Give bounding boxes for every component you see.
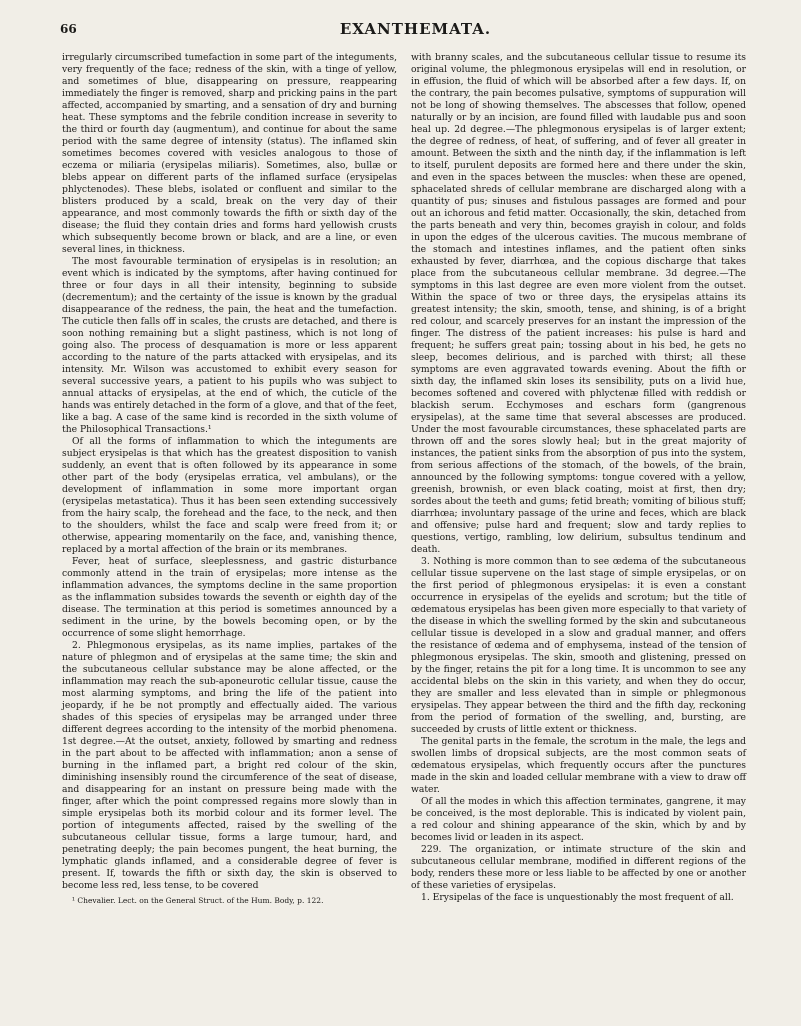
paragraph: irregularly circumscribed tumefaction in some part of the integuments, very frequently of the face; redness of the skin, with a tinge of yellow, and sometimes of blue, disappearing on pressure, reappearing immediately the finger is removed, sharp and pricking pains in the part affected, accompanied by smarting, and a sensation of dry and burning heat. These symptoms and the febrile condition increase in severity to the third or fourth day (augmentum), and continue for about the same period with the same degree of intensity (status). The inflamed skin sometimes becomes covered with vesicles analogous to those of eczema or miliaria (erysipelas miliaris). Sometimes, also, bullæ or blebs appear on different parts of the inflamed surface (erysipelas phlyctenodes). These blebs, isolated or confluent and similar to the blisters produced by a scald, break on the very day of their appearance, and most commonly towards the fifth or sixth day of the disease; the fluid they contain dries and forms hard yellowish crusts which subsequently become brown or black, and are a line, or even several lines, in thickness.	[62, 52, 397, 255]
paragraph: 1. Erysipelas of the face is unquestionably the most frequent of all.	[421, 892, 734, 903]
page-header	[60, 20, 771, 42]
footnote: ¹ Chevalier. Lect. on the General Struct. of the Hum. Body, p. 122.	[72, 896, 324, 905]
paragraph: Fever, heat of surface, sleeplessness, and gastric disturbance commonly attend in the train of erysipelas; more intense as the inflammation advances, the symptoms decline in the same proportion as the inflammation subsides towards the seventh or eighth day of the disease. The termination at this period is sometimes announced by a sediment in the urine, by the bowels becoming open, or by the occurrence of some slight hemorrhage.	[62, 556, 397, 639]
paragraph: The genital parts in the female, the scrotum in the male, the legs and swollen limbs of dropsical subjects, are the most common seats of œdematous erysipelas, which frequently occurs after the punctures made in the skin and loaded cellular membrane with a view to draw off water.	[411, 736, 746, 795]
paragraph: Of all the modes in which this affection terminates, gangrene, it may be conceived, is the most deplorable. This is indicated by violent pain, a red colour and shining appearance of the skin, which by and by becomes livid or leaden in its aspect.	[411, 796, 746, 843]
page-number: 66	[60, 22, 77, 36]
running-title: EXANTHEMATA.	[339, 20, 492, 38]
paragraph: The most favourable termination of erysipelas is in resolution; an event which is indicated by the symptoms, after having continued for three or four days in all their intensity, beginning to subside (decrementum); and the certainty of the issue is known by the gradual disappearance of the redness, the pain, the heat and the tumefaction. The cuticle then falls off in scales, the crusts are detached, and there is soon nothing remaining but a slight pastiness, which is not long of going also. The process of desquamation is more or less apparent according to the nature of the parts attacked with erysipelas, and its intensity. Mr. Wilson was accustomed to exhibit every season for several successive years, a patient to his pupils who was subject to annual attacks of erysipelas, at the end of which, the cuticle of the hands was entirely detached in the form of a glove, and that of the feet, like a bag. A case of the same kind is recorded in the sixth volume of the Philosophical Transactions.¹	[62, 256, 397, 435]
paragraph: 3. Nothing is more common than to see œdema of the subcutaneous cellular tissue supervene on the last stage of simple erysipelas, or on the first period of phlegmonous erysipelas: it is even a constant occurrence in erysipelas of the eyelids and scrotum; but the title of œdematous erysipelas has been given more especially to that variety of the disease in which the swelling formed by the skin and subcutaneous cellular tissue is developed in a slow and gradual manner, and offers the resistance of œdema and of emphysema, instead of the tension of phlegmonous erysipelas. The skin, smooth and glistening, pressed on by the finger, retains the pit for a long time. It is uncommon to see any accidental blebs on the skin in this variety, and when they do occur, they are smaller and less elevated than in simple or phlegmonous erysipelas. They appear between the third and the fifth day, reckoning from the period of formation of the swelling, and, bursting, are succeeded by crusts of little extent or thickness.	[411, 556, 746, 735]
left-column	[62, 52, 397, 906]
paragraph: Of all the forms of inflammation to which the integuments are subject erysipelas is that which has the greatest disposition to vanish suddenly, an event that is often followed by its appearance in some other part of the body (erysipelas erratica, vel ambulans), or the development of inflammation in some more important organ (erysipelas metastatica). Thus it has been seen extending successively from the hairy scalp, the forehead and the face, to the neck, and then to the shoulders, whilst the face and scalp were freed from it; or otherwise, appearing momentarily on the face, and, vanishing thence, replaced by a mortal affection of the brain or its membranes.	[62, 436, 397, 555]
paragraph: 229. The organization, or intimate structure of the skin and subcutaneous cellular membrane, modified in different regions of the body, renders these more or less liable to be affected by one or another of these varieties of erysipelas.	[411, 844, 746, 891]
right-column	[411, 52, 746, 904]
paragraph: with branny scales, and the subcutaneous cellular tissue to resume its original volume, the phlegmonous erysipelas will end in resolution, or in effusion, the fluid of which will be absorbed after a few days. If, on the contrary, the pain becomes pulsative, symptoms of suppuration will not be long of showing themselves. The abscesses that follow, opened naturally or by an incision, are found filled with laudable pus and soon heal up. 2d degree.—The phlegmonous erysipelas is of larger extent; the degree of redness, of heat, of suffering, and of fever all greater in amount. Between the sixth and the ninth day, if the inflammation is left to itself, purulent deposits are formed here and there under the skin, and even in the spaces between the muscles: when these are opened, sphacelated shreds of cellular membrane are discharged along with a quantity of pus; sinuses and fistulous passages are formed and pour out an ichorous and fetid matter. Occasionally, the skin, detached from the parts beneath and very thin, becomes grayish in colour, and folds in upon the edges of the ulcerous cavities. The mucous membrane of the stomach and intestines inflames, and the patient often sinks exhausted by fever, diarrhœa, and the copious discharge that takes place from the subcutaneous cellular membrane. 3d degree.—The symptoms in this last degree are even more violent from the outset. Within the space of two or three days, the erysipelas attains its greatest intensity; the skin, smooth, tense, and shining, is of a bright red colour, and scarcely preserves for an instant the impression of the finger. The distress of the patient increases: his pulse is hard and frequent; he suffers great pain; tossing about in his bed, he gets no sleep, becomes delirious, and is parched with thirst; all these symptoms are even aggravated towards evening. About the fifth or sixth day, the inflamed skin loses its sensibility, puts on a livid hue, becomes softened and covered with phlyctenæ filled with reddish or blackish serum. Ecchymoses and eschars form (gangrenous erysipelas), at the same time that several abscesses are produced. Under the most favourable circumstances, these sphacelated parts are thrown off and the sores slowly heal; but in the great majority of instances, the patient sinks from the absorption of pus into the system, from serious affections of the stomach, of the bowels, of the brain, announced by the following symptoms: tongue covered with a yellow, greenish, brownish, or even black coating, moist at first, then dry; sordes about the teeth and gums; fetid breath; vomiting of bilious stuff; diarrhœa; involuntary passage of the urine and feces, which are black and offensive; pulse hard and frequent; slow and tardy replies to questions, vertigo, rambling, low delirium, subsultus tendinum and death.	[411, 52, 746, 555]
paragraph: 2. Phlegmonous erysipelas, as its name implies, partakes of the nature of phlegmon and of erysipelas at the same time; the skin and the subcutaneous cellular substance may be alone affected, or the inflammation may reach the sub-aponeurotic cellular tissue, cause the most alarming symptoms, and bring the life of the patient into jeopardy, if he be not promptly and effectually aided. The various shades of this species of erysipelas may be arranged under three different degrees according to the intensity of the morbid phenomena. 1st degree.—At the outset, anxiety, followed by smarting and redness in the part about to be affected with inflammation; anon a sense of burning in the inflamed part, a bright red colour of the skin, diminishing insensibly round the circumference of the seat of disease, and disappearing for an instant on pressure being made with the finger, after which the point compressed regains more slowly than in simple erysipelas both its morbid colour and its former level. The portion of integuments affected, raised by the swelling of the subcutaneous cellular tissue, forms a large tumour, hard, and penetrating deeply; the pain becomes pungent, the heat burning, the lymphatic glands inflamed, and a considerable degree of fever is present. If, towards the fifth or sixth day, the skin is observed to become less red, less tense, to be covered	[62, 640, 397, 891]
